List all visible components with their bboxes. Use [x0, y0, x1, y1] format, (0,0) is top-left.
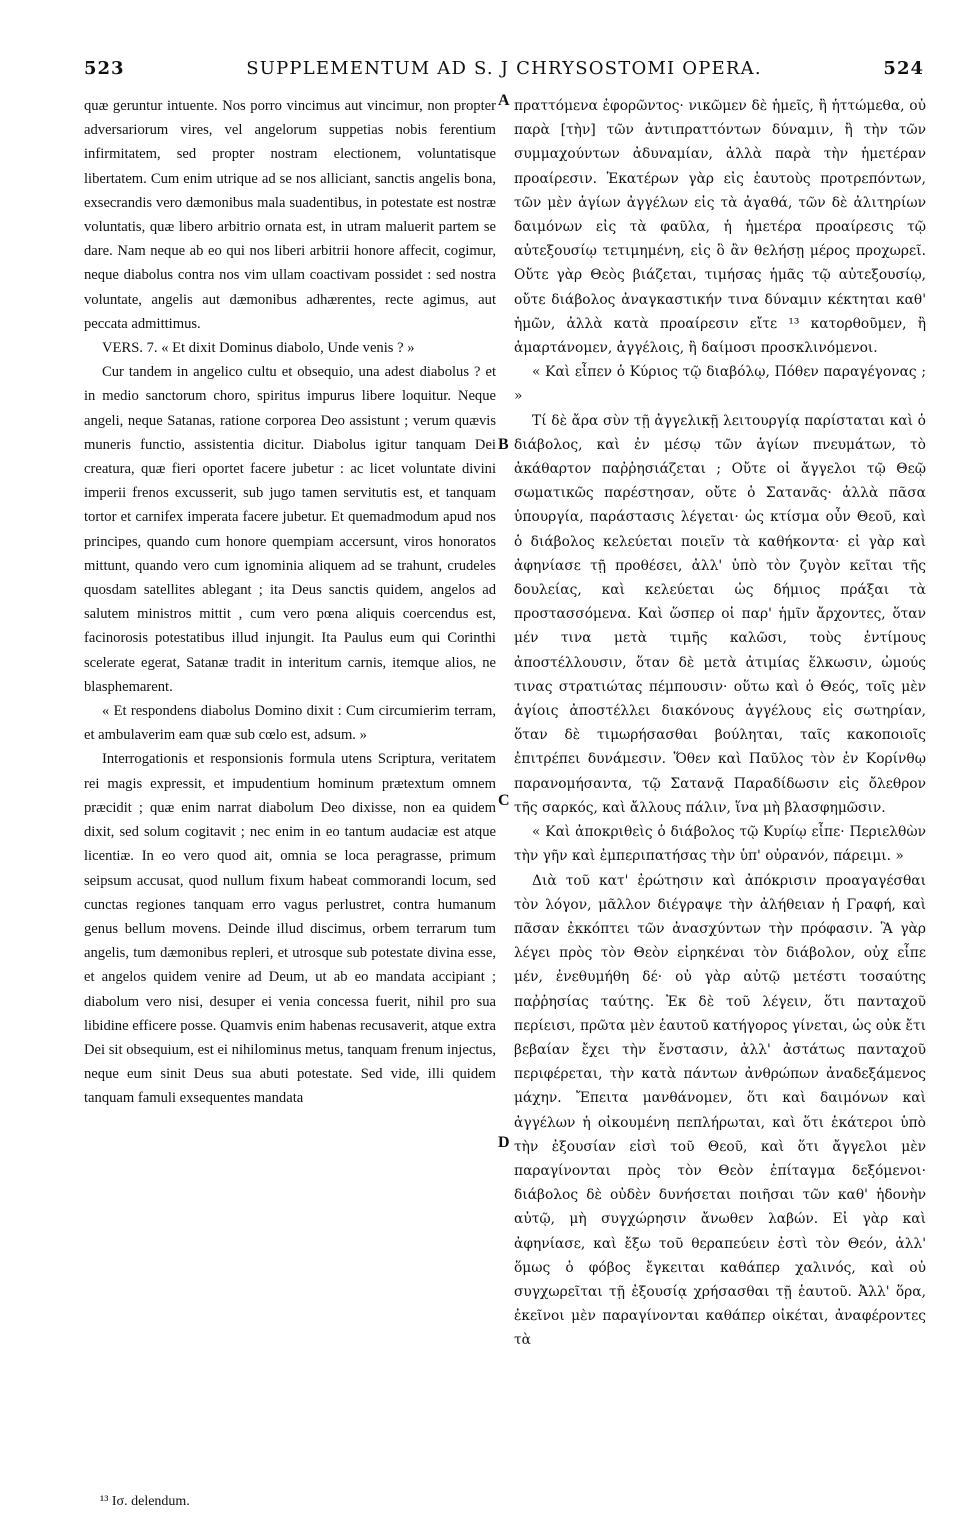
footnote: ¹³ Ισ. delendum. — [100, 1494, 190, 1509]
latin-verse-heading: VERS. 7. « Et dixit Dominus diabolo, Unde venis ? » — [102, 340, 415, 357]
greek-verse-quote: « Καὶ ἀποκριθεὶς ὁ διάβολος τῷ Κυρίῳ εἶπε· Περιελθὼν τὴν γῆν καὶ ἐμπεριπατήσας τὴν ὑπ' οὐρανόν, πάρειμι. » — [514, 824, 926, 865]
page-number-right: 524 — [883, 58, 924, 79]
margin-marker-d: D — [498, 1134, 510, 1151]
latin-paragraph: Cur tandem in angelico cultu et obsequio, una adest diabolus ? et in medio sanctorum choro, spiritus impurus libere loquitur. Neque angeli, neque Satanas, ratione corporea Deo assistunt ; verum quævis muneris functio, assistentia dicitur. Diabolus igitur tanquam Dei creatura, quæ fieri oportet facere jubetur : ac licet voluntate divini imperii frenos excusserit, sub jugo tamen servitutis est, et tanquam tortor et carnifex imperata facere jubetur. Et quemadmodum apud nos principes, quando cum honore quempiam accersunt, viros honoratos mittunt, quando vero cum ignominia aliquem ad se trahunt, crudeles quosdam satellites ablegant ; ita Deus sanctis quidem, angelos ad salutem ministros mittit , cum vero pœna aliquis coercendus est, facinorosis potestatibus illud injungit. Ita Paulus eum qui Corinthi scelerate egerat, Satanæ tradit in interitum carnis, itemque alios, ne blasphemarent. — [84, 364, 496, 695]
latin-paragraph: Interrogationis et responsionis formula utens Scriptura, veritatem rei magis expressit, et impudentium hominum prætextum omnem præcidit ; quæ enim narrat diabolum Deo dixisse, non ea quidem dixit, sed solum cogitavit ; nec enim in eo tantum audaciæ est atque licentiæ. In eo vero quod ait, omnia se loca peragrasse, primum seipsum accusat, quod nullum fixum habeat commorandi locum, sed cunctas regiones tanquam erro vagus perlustret, contra humanum genus bellum movens. Deinde illud discimus, orbem terrarum tum angelis, tum dæmonibus repleri, et utrosque sub potestate divina esse, et angelos quidem venire ad Deum, ut ab eo mandata accipiant ; diabolum vero nisi, desuper ei venia concessa fuerit, nihil pro sua libidine efficere posse. Quamvis enim habenas recusaverit, atque extra Dei sit obsequium, est ei nihilominus metus, tanquam frenum injectus, neque eum sinit Deus sua abuti potestate. Sed vide, illi quidem tanquam famuli exsequentes mandata — [84, 751, 496, 1107]
margin-marker-a: A — [498, 92, 510, 109]
margin-marker-c: C — [498, 792, 510, 809]
greek-paragraph: Διὰ τοῦ κατ' ἐρώτησιν καὶ ἀπόκρισιν προαγαγέσθαι τὸν λόγον, μᾶλλον διέγραψε τὴν ἀλήθειαν ἡ Γραφή, καὶ πᾶσαν ἐκκόπτει τῶν ἀνασχύντων τὴν πρόφασιν. Ἃ γὰρ λέγει πρὸς τὸν Θεὸν εἰρηκέναι τὸν διάβολον, οὐχ εἶπε μέν, ἐνεθυμήθη δέ· οὐ γὰρ αὐτῷ μετέστι τοσαύτης παῤῥησίας ταύτης. Ἐκ δὲ τοῦ λέγειν, ὅτι πανταχοῦ περίεισι, πρῶτα μὲν ἑαυτοῦ κατήγορος γίνεται, ὡς οὐκ ἔτι βεβαίαν ἔχει τὴν ἔνστασιν, ἀλλ' ἀστάτως πανταχοῦ περιφέρεται, τὴν κατὰ πάντων ἀνθρώπων ἀναδεξάμενος μάχην. Ἔπειτα μανθάνομεν, ὅτι καὶ δαιμόνων καὶ ἀγγέλων ἡ οἰκουμένη πεπλήρωται, καὶ ὅτι ἑκάτεροι ὑπὸ τὴν ἐξουσίαν εἰσὶ τοῦ Θεοῦ, καὶ ὅτι ἄγγελοι μὲν παραγίνονται πρὸς τὸν Θεὸν ἐπίταγμα δεξόμενοι· διάβολος δὲ οὐδὲν δυνήσεται ποιῆσαι τῶν καθ' ἡδονὴν αὐτῷ, μὴ συγχώρησιν ἄνωθεν λαβών. Εἰ γὰρ καὶ ἀφηνίασε, καὶ ἔξω τοῦ θεραπεύειν ἐστὶ τὸν Θεόν, ἀλλ' ὅμως ὁ φόβος ἔγκειται καθάπερ χαλινός, καὶ οὐ συγχωρεῖται τῇ ἐξουσίᾳ χρήσασθαι τῇ ἑαυτοῦ. Ἀλλ' ὅρα, ἐκεῖνοι μὲν παραγίνονται καθάπερ οἰκέται, ἀναφέροντες τὰ — [514, 872, 926, 1349]
greek-column — [514, 94, 926, 1353]
running-title: SUPPLEMENTUM AD S. J CHRYSOSTOMI OPERA. — [246, 58, 762, 79]
latin-column — [84, 94, 496, 1111]
greek-paragraph: Τί δὲ ἄρα σὺν τῇ ἀγγελικῇ λειτουργίᾳ παρίσταται καὶ ὁ διάβολος, καὶ ἐν μέσῳ τῶν ἁγίων πνευμάτων, τὸ ἀκάθαρτον παῤῥησιάζεται ; Οὔτε οἱ ἄγγελοι τῷ Θεῷ σωματικῶς παρέστησαν, οὔτε ὁ Σατανᾶς· ἀλλὰ πᾶσα ὑπουργία, παράστασις λέγεται· ὡς κτίσμα οὖν Θεοῦ, καὶ ὁ διάβολος κελεύεται ποιεῖν τὰ καθήκοντα· εἰ γὰρ καὶ ἀφηνίασε τῇ προθέσει, ἀλλ' ὑπὸ τὸν ζυγὸν κεῖται τῆς δουλείας, καὶ κελεύεται ὡς δήμιος πράξαι τὰ προστασσόμενα. Καὶ ὥσπερ οἱ παρ' ἡμῖν ἄρχοντες, ὅταν μέν τινα μετὰ τιμῆς καλῶσι, τοὺς ἐντίμους ἀποστέλλουσιν, ὅταν δὲ μετὰ ἀτιμίας ἕλκωσιν, ὠμούς τινας στρατιώτας πέμπουσιν· οὕτω καὶ ὁ Θεός, τοῖς μὲν ἁγίοις ἀποστέλλει διακόνους ἀγγέλους εἰς σωτηρίαν, ὅταν δὲ τιμωρήσασθαι βούληται, ταῖς κακοποιοῖς ἐπιτρέπει δυνάμεσιν. Ὅθεν καὶ Παῦλος τὸν ἐν Κορίνθῳ παρανομήσαντα, τῷ Σατανᾷ Παραδίδωσιν εἰς ὄλεθρον τῆς σαρκός, καὶ ἄλλους πάλιν, ἵνα μὴ βλασφημῶσιν. — [514, 412, 926, 816]
latin-verse-quote: « Et respondens diabolus Domino dixit : Cum circumierim terram, et ambulaverim eam quæ sub cœlo est, adsum. » — [84, 703, 496, 744]
page-header — [84, 58, 924, 84]
greek-paragraph: πραττόμενα ἐφορῶντος· νικῶμεν δὲ ἡμεῖς, ἢ ἡττώμεθα, οὐ παρὰ [τὴν] τῶν ἀντιπραττόντων δύναμιν, ἢ τὴν τῶν συμμαχούντων ἀδυναμίαν, ἀλλὰ παρὰ τὴν ἡμετέραν προαίρεσιν. Ἑκατέρων γὰρ εἰς ἑαυτοὺς προτρεπόντων, τῶν μὲν ἁγίων ἀγγέλων εἰς τὰ ἀγαθά, τῶν δὲ ἀλιτηρίων δαιμόνων εἰς τὰ φαῦλα, ἡ ἡμετέρα προαίρεσις τῷ αὐτεξουσίῳ τετιμημένη, εἰς ὃ ἂν θελήσῃ μέρος προχωρεῖ. Οὔτε γὰρ Θεὸς βιάζεται, τιμήσας ἡμᾶς τῷ αὐτεξουσίῳ, οὔτε διάβολος ἀναγκαστικήν τινα δύναμιν κέκτηται καθ' ἡμῶν, ἀλλὰ κατὰ προαίρεσιν εἴτε ¹³ κατορθοῦμεν, ἢ ἁμαρτάνομεν, ἀγγέλοις, ἢ δαίμοσι προσκλινόμενοι. — [514, 98, 926, 357]
latin-paragraph: quæ geruntur intuente. Nos porro vincimus aut vincimur, non propter adversariorum vires, vel angelorum suppetias nobis ferentium infirmitatem, sed propter nostram electionem, voluntatisque libertatem. Cum enim utrique ad se nos alliciant, sanctis angelis bona, exsecrandis vero dæmonibus mala suadentibus, in potestate est nostræ voluntatis, quæ libero arbitrio ornata est, in utram maluerit partem se dare. Nam neque ab eo qui nos liberi arbitrii honore affecit, cogimur, neque diabolus contra nos vim ullam coactivam possidet : sed nostra voluntate, angelis aut dæmonibus adhærentes, recte agimus, aut peccata admittimus. — [84, 98, 496, 332]
page-number-left: 523 — [84, 58, 125, 79]
greek-verse-heading: « Καὶ εἶπεν ὁ Κύριος τῷ διαβόλῳ, Πόθεν παραγέγονας ; » — [514, 364, 926, 405]
margin-marker-b: B — [498, 436, 509, 453]
